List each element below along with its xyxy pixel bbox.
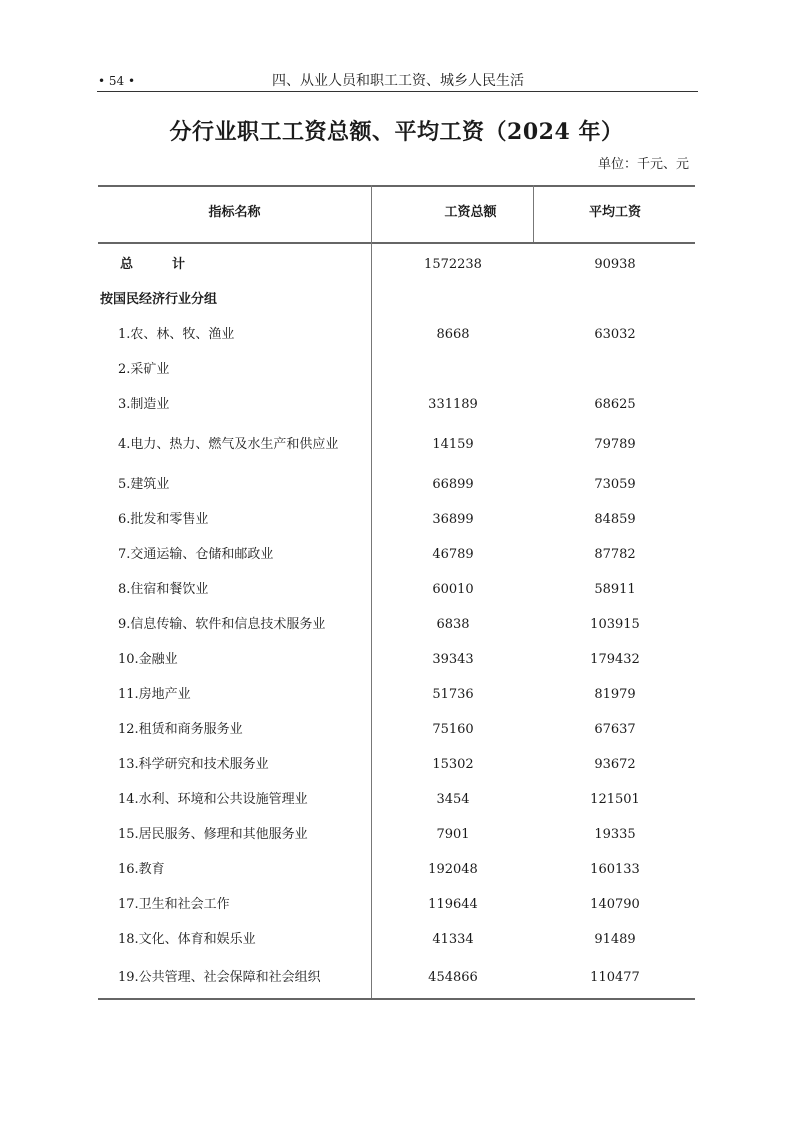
header-average-wage: 平均工资 xyxy=(588,205,641,220)
table-row xyxy=(98,931,695,949)
header-rule xyxy=(97,91,698,92)
table-row xyxy=(98,436,695,454)
header-column-divider xyxy=(533,185,534,242)
average-wage-value: 19335 xyxy=(594,827,636,842)
table-row xyxy=(98,756,695,774)
total-wages-value: 36899 xyxy=(432,512,474,527)
average-wage-value: 67637 xyxy=(594,722,636,737)
row-name: 6.批发和零售业 xyxy=(118,512,209,527)
table-row xyxy=(98,361,695,379)
total-wages-value: 119644 xyxy=(428,897,478,912)
average-wage-value: 110477 xyxy=(590,970,640,985)
running-head xyxy=(98,72,698,92)
unit-label: 单位：千元、元 xyxy=(597,157,689,172)
row-name: 2.采矿业 xyxy=(118,362,170,377)
average-wage-value: 63032 xyxy=(594,327,636,342)
total-wages-value: 6838 xyxy=(436,617,470,632)
table-row xyxy=(98,826,695,844)
average-wage-value: 79789 xyxy=(594,437,636,452)
page-title: 分行业职工工资总额、平均工资（2024 年） xyxy=(169,119,624,145)
table-row xyxy=(98,581,695,599)
table-row xyxy=(98,396,695,414)
table-row xyxy=(98,969,695,987)
section-title: 四、从业人员和职工工资、城乡人民生活 xyxy=(272,73,524,89)
average-wage-value: 93672 xyxy=(594,757,636,772)
page-number: • 54 • xyxy=(98,74,136,88)
average-wage-value: 103915 xyxy=(590,617,640,632)
table-top-rule xyxy=(98,185,695,187)
row-name: 5.建筑业 xyxy=(118,477,170,492)
row-name: 16.教育 xyxy=(118,862,165,877)
average-wage-value: 58911 xyxy=(594,582,636,597)
header-bottom-rule xyxy=(98,242,695,244)
average-wage-value: 87782 xyxy=(594,547,636,562)
total-wages-value: 66899 xyxy=(432,477,474,492)
average-wage-value: 81979 xyxy=(594,687,636,702)
total-wages-value: 3454 xyxy=(436,792,470,807)
average-wage-value: 121501 xyxy=(590,792,640,807)
row-name: 3.制造业 xyxy=(118,397,170,412)
total-wages-value: 1572238 xyxy=(424,257,482,272)
table-row xyxy=(98,686,695,704)
header-indicator-name: 指标名称 xyxy=(208,205,261,220)
table-row xyxy=(98,651,695,669)
table-row xyxy=(98,791,695,809)
total-wages-value: 15302 xyxy=(432,757,474,772)
total-wages-value: 41334 xyxy=(432,932,474,947)
total-wages-value: 454866 xyxy=(428,970,478,985)
row-name: 总 计 xyxy=(120,257,186,272)
average-wage-value: 90938 xyxy=(594,257,636,272)
row-name: 1.农、林、牧、渔业 xyxy=(118,327,235,342)
table-row xyxy=(98,896,695,914)
row-name: 11.房地产业 xyxy=(118,687,191,702)
row-name: 9.信息传输、软件和信息技术服务业 xyxy=(118,617,326,632)
total-wages-value: 192048 xyxy=(428,862,478,877)
row-name: 10.金融业 xyxy=(118,652,178,667)
table-row xyxy=(98,721,695,739)
total-wages-value: 14159 xyxy=(432,437,474,452)
row-name: 4.电力、热力、燃气及水生产和供应业 xyxy=(118,437,339,452)
row-name: 18.文化、体育和娱乐业 xyxy=(118,932,256,947)
table-row xyxy=(98,616,695,634)
table-row xyxy=(98,326,695,344)
average-wage-value: 84859 xyxy=(594,512,636,527)
group-label: 按国民经济行业分组 xyxy=(100,292,218,307)
total-wages-value: 7901 xyxy=(436,827,470,842)
average-wage-value: 68625 xyxy=(594,397,636,412)
total-wages-value: 60010 xyxy=(432,582,474,597)
table-row xyxy=(98,476,695,494)
total-wages-value: 8668 xyxy=(436,327,470,342)
row-name: 8.住宿和餐饮业 xyxy=(118,582,209,597)
average-wage-value: 179432 xyxy=(590,652,640,667)
total-wages-value: 46789 xyxy=(432,547,474,562)
total-wages-value: 75160 xyxy=(432,722,474,737)
row-name: 13.科学研究和技术服务业 xyxy=(118,757,269,772)
table-row xyxy=(98,511,695,529)
total-wages-value: 39343 xyxy=(432,652,474,667)
row-name: 12.租赁和商务服务业 xyxy=(118,722,243,737)
row-name: 15.居民服务、修理和其他服务业 xyxy=(118,827,308,842)
table-row-total xyxy=(98,256,695,274)
table-row xyxy=(98,861,695,879)
row-name: 14.水利、环境和公共设施管理业 xyxy=(118,792,308,807)
row-name: 7.交通运输、仓储和邮政业 xyxy=(118,547,274,562)
average-wage-value: 140790 xyxy=(590,897,640,912)
total-wages-value: 51736 xyxy=(432,687,474,702)
group-label-row xyxy=(98,291,695,309)
average-wage-value: 73059 xyxy=(594,477,636,492)
row-name: 19.公共管理、社会保障和社会组织 xyxy=(118,970,321,985)
average-wage-value: 91489 xyxy=(594,932,636,947)
average-wage-value: 160133 xyxy=(590,862,640,877)
row-name: 17.卫生和社会工作 xyxy=(118,897,230,912)
total-wages-value: 331189 xyxy=(428,397,478,412)
header-total-wages: 工资总额 xyxy=(444,205,497,220)
table-bottom-rule xyxy=(98,998,695,1000)
table-row xyxy=(98,546,695,564)
